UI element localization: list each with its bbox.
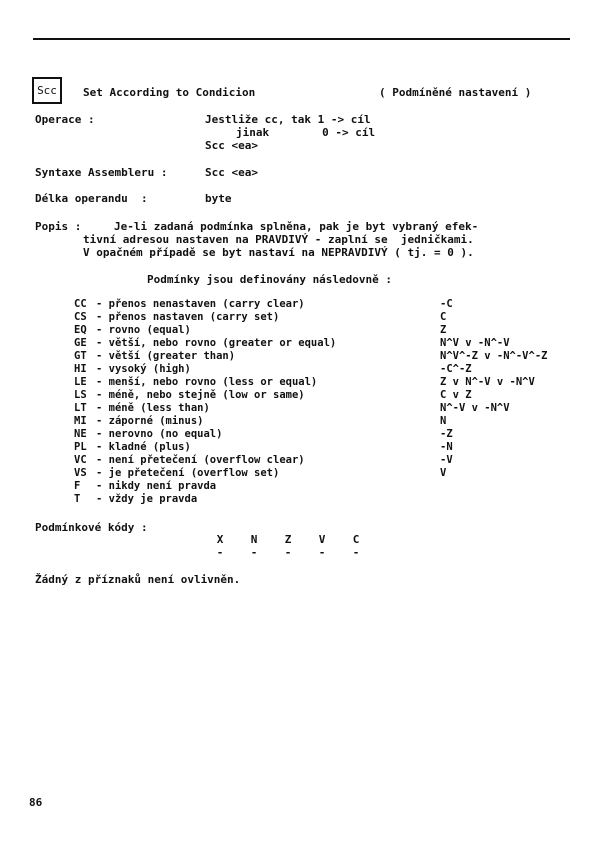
page-number: 86: [29, 796, 43, 809]
flag-z: Z: [284, 533, 292, 546]
condition-row-mi: [74, 415, 574, 428]
condition-row-lt: [74, 402, 574, 415]
condition-description: - větší, nebo rovno (greater or equal): [96, 337, 337, 349]
condition-expression: N^-V v -N^V: [440, 402, 510, 414]
condition-row-ls: [74, 389, 574, 402]
condition-row-hi: [74, 363, 574, 376]
conditions-heading: Podmínky jsou definovány následovně :: [147, 273, 393, 286]
condition-code: CC: [74, 298, 87, 310]
condition-code: LT: [74, 402, 87, 414]
condition-expression: -N: [440, 441, 453, 453]
condition-code: MI: [74, 415, 87, 427]
top-rule: [33, 38, 570, 40]
condition-description: - přenos nastaven (carry set): [96, 311, 280, 323]
flag-n-state: -: [250, 546, 258, 559]
condition-description: - je přetečení (overflow set): [96, 467, 280, 479]
condition-row-cc: [74, 298, 574, 311]
flag-z-state: -: [284, 546, 292, 559]
operation-line-2: jinak 0 -> cíl: [236, 126, 376, 139]
condition-description: - záporné (minus): [96, 415, 204, 427]
flag-v-state: -: [318, 546, 326, 559]
condition-row-gt: [74, 350, 574, 363]
condition-description: - vysoký (high): [96, 363, 191, 375]
condition-expression: Z: [440, 324, 447, 336]
operand-length-label: Délka operandu :: [35, 192, 148, 205]
footer-note: Žádný z příznaků není ovlivněn.: [35, 573, 241, 586]
condition-row-ne: [74, 428, 574, 441]
description-label: Popis :: [35, 220, 82, 233]
flag-x-state: -: [216, 546, 224, 559]
condition-code: T: [74, 493, 81, 505]
flag-c-state: -: [352, 546, 360, 559]
condition-code: GE: [74, 337, 87, 349]
condition-expression: N^V v -N^-V: [440, 337, 510, 349]
condition-expression: V: [440, 467, 447, 479]
condition-expression: -Z: [440, 428, 453, 440]
condition-row-t: [74, 493, 574, 506]
condition-row-eq: [74, 324, 574, 337]
condition-expression: -C: [440, 298, 453, 310]
condition-code: GT: [74, 350, 87, 362]
condition-code: HI: [74, 363, 87, 375]
condition-row-pl: [74, 441, 574, 454]
condition-expression: N: [440, 415, 447, 427]
flag-v: V: [318, 533, 326, 546]
condition-row-cs: [74, 311, 574, 324]
flag-n: N: [250, 533, 258, 546]
condition-code: NE: [74, 428, 87, 440]
flag-x: X: [216, 533, 224, 546]
condition-code: LS: [74, 389, 87, 401]
mnemonic-box: [32, 77, 62, 104]
condition-description: - přenos nenastaven (carry clear): [96, 298, 305, 310]
operation-label: Operace :: [35, 113, 95, 126]
syntax-label: Syntaxe Assembleru :: [35, 166, 168, 179]
condition-code-states: [203, 546, 373, 559]
condition-code: VC: [74, 454, 87, 466]
condition-expression: Z v N^-V v -N^V: [440, 376, 535, 388]
operand-length-value: byte: [205, 192, 232, 205]
instruction-title: Set According to Condicion: [83, 86, 256, 99]
condition-row-vc: [74, 454, 574, 467]
mnemonic: Scc: [37, 84, 57, 97]
description-line-3: V opačném případě se byt nastaví na NEPRAVDIVÝ ( tj. = 0 ).: [83, 246, 474, 259]
description-line-1: Je-li zadaná podmínka splněna, pak je byt vybraný efek-: [114, 220, 479, 233]
condition-code: EQ: [74, 324, 87, 336]
condition-expression: N^V^-Z v -N^-V^-Z: [440, 350, 548, 362]
condition-code-flags: [203, 533, 373, 546]
condition-expression: C v Z: [440, 389, 472, 401]
condition-expression: -V: [440, 454, 453, 466]
condition-row-le: [74, 376, 574, 389]
condition-description: - méně (less than): [96, 402, 210, 414]
condition-code: VS: [74, 467, 87, 479]
condition-description: - kladné (plus): [96, 441, 191, 453]
condition-row-ge: [74, 337, 574, 350]
condition-expression: C: [440, 311, 447, 323]
description-line-2: tivní adresou nastaven na PRAVDIVÝ - zaplní se jedničkami.: [83, 233, 474, 246]
condition-expression: -C^-Z: [440, 363, 472, 375]
condition-description: - vždy je pravda: [96, 493, 198, 505]
condition-codes-label: Podmínkové kódy :: [35, 521, 148, 534]
condition-description: - nikdy není pravda: [96, 480, 217, 492]
condition-description: - méně, nebo stejně (low or same): [96, 389, 305, 401]
flag-c: C: [352, 533, 360, 546]
condition-code: PL: [74, 441, 87, 453]
operation-line-3: Scc <ea>: [205, 139, 258, 152]
condition-description: - rovno (equal): [96, 324, 191, 336]
condition-row-vs: [74, 467, 574, 480]
condition-description: - není přetečení (overflow clear): [96, 454, 305, 466]
condition-description: - nerovno (no equal): [96, 428, 223, 440]
czech-title: ( Podmíněné nastavení ): [379, 86, 532, 99]
condition-description: - větší (greater than): [96, 350, 236, 362]
condition-code: CS: [74, 311, 87, 323]
condition-code: F: [74, 480, 81, 492]
condition-code: LE: [74, 376, 87, 388]
operation-line-1: Jestliže cc, tak 1 -> cíl: [205, 113, 371, 126]
condition-description: - menší, nebo rovno (less or equal): [96, 376, 318, 388]
condition-row-f: [74, 480, 574, 493]
syntax-value: Scc <ea>: [205, 166, 258, 179]
